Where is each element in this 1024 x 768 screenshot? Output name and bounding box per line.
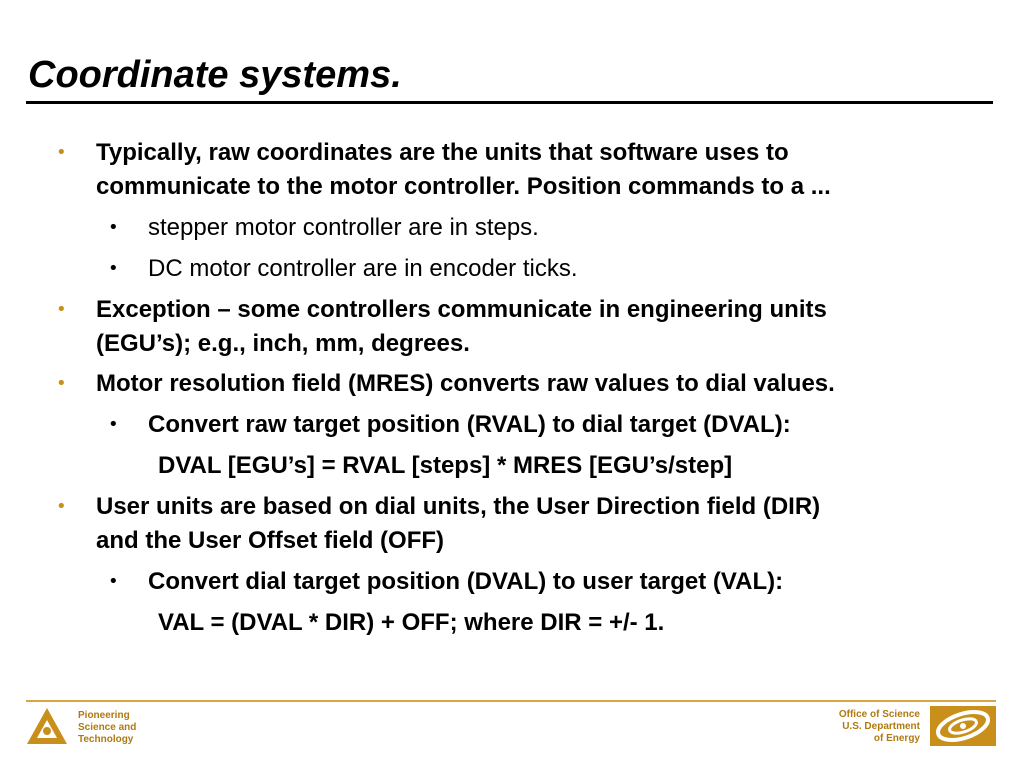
footer-office bbox=[839, 709, 920, 745]
footer-office-line: Office of Science bbox=[838, 709, 920, 720]
bullet-marker: • bbox=[56, 142, 67, 163]
sub-bullet-marker: • bbox=[108, 414, 119, 435]
sub-bullet-marker: • bbox=[108, 258, 119, 279]
bullet-text: communicate to the motor controller. Position commands to a ... bbox=[96, 173, 831, 200]
footer-tagline bbox=[78, 710, 136, 746]
footer-divider bbox=[26, 700, 996, 702]
footer-tagline-line: Technology bbox=[78, 734, 134, 745]
argonne-triangle-logo-icon bbox=[26, 706, 68, 746]
bullet-marker: • bbox=[56, 373, 67, 394]
sub-bullet-text: stepper motor controller are in steps. bbox=[148, 214, 539, 241]
sub-bullet-marker: • bbox=[108, 217, 119, 238]
bullet-text: and the User Offset field (OFF) bbox=[96, 527, 445, 554]
sub-bullet-text: Convert raw target position (RVAL) to dial target (DVAL): bbox=[148, 411, 791, 438]
sub-bullet-text: Convert dial target position (DVAL) to user target (VAL): bbox=[148, 568, 784, 595]
doe-swirl-logo-icon bbox=[930, 706, 996, 746]
bullet-marker: • bbox=[56, 299, 67, 320]
bullet-text: (EGU’s); e.g., inch, mm, degrees. bbox=[96, 330, 470, 357]
bullet-marker: • bbox=[56, 496, 67, 517]
footer-tagline-line: Pioneering bbox=[78, 710, 130, 721]
sub-bullet-marker: • bbox=[108, 571, 119, 592]
formula-text: VAL = (DVAL * DIR) + OFF; where DIR = +/- 1. bbox=[158, 609, 665, 636]
formula-text: DVAL [EGU’s] = RVAL [steps] * MRES [EGU’s/step] bbox=[158, 452, 733, 479]
sub-bullet-text: DC motor controller are in encoder ticks. bbox=[148, 255, 578, 282]
title-divider bbox=[26, 101, 993, 104]
bullet-text: Exception – some controllers communicate in engineering units bbox=[96, 296, 827, 323]
bullet-text: Motor resolution field (MRES) converts raw values to dial values. bbox=[96, 370, 835, 397]
footer-office-line: U.S. Department bbox=[842, 721, 920, 732]
bullet-text: Typically, raw coordinates are the units that software uses to bbox=[96, 139, 789, 166]
slide-title: Coordinate systems. bbox=[28, 54, 402, 96]
footer-office-line: of Energy bbox=[873, 733, 920, 744]
bullet-text: User units are based on dial units, the User Direction field (DIR) bbox=[96, 493, 821, 520]
footer-tagline-line: Science and bbox=[78, 722, 137, 733]
